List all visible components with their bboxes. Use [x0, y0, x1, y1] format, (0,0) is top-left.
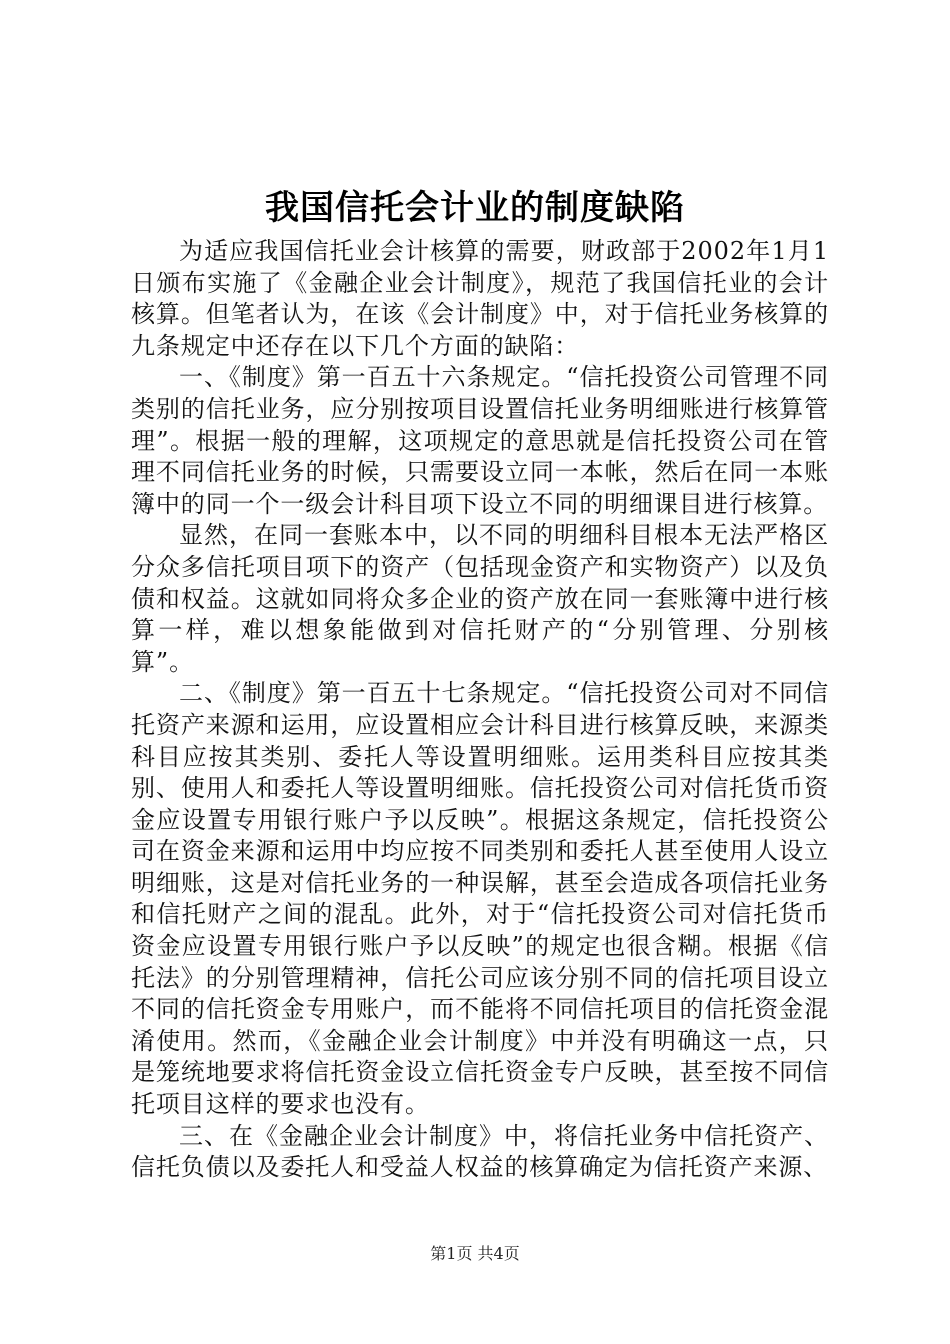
paragraph-intro: 为适应我国信托业会计核算的需要，财政部于2002年1月1日颁布实施了《金融企业会计制度》，规范了我国信托业的会计核算。但笔者认为，在该《会计制度》中，对于信托业务核算的九条规定中还存在以下几个方面的缺陷： [131, 237, 829, 360]
document-body [131, 236, 829, 1184]
paragraph-analysis: 显然，在同一套账本中，以不同的明细科目根本无法严格区分众多信托项目项下的资产（包括现金资产和实物资产）以及负债和权益。这就如同将众多企业的资产放在同一套账簿中进行核算一样，难以想象能做到对信托财产的“分别管理、分别核算”。 [131, 521, 829, 676]
page-footer: 第1页 共4页 [430, 1244, 520, 1263]
document-title: 我国信托会计业的制度缺陷 [265, 188, 685, 228]
paragraph-article-156: 一、《制度》第一百五十六条规定。“信托投资公司管理不同类别的信托业务，应分别按项目设置信托业务明细账进行核算管理”。根据一般的理解，这项规定的意思就是信托投资公司在管理不同信托业务的时候，只需要设立同一本帐，然后在同一本账簿中的同一个一级会计科目项下设立不同的明细课目进行核算。 [131, 363, 829, 518]
paragraph-article-157: 二、《制度》第一百五十七条规定。“信托投资公司对不同信托资产来源和运用，应设置相应会计科目进行核算反映，来源类科目应按其类别、委托人等设置明细账。运用类科目应按其类别、使用人和委托人等设置明细账。信托投资公司对信托货币资金应设置专用银行账户予以反映”。根据这条规定，信托投资公司在资金来源和运用中均应按不同类别和委托人甚至使用人设立明细账，这是对信托业务的一种误解，甚至会造成各项信托业务和信托财产之间的混乱。此外，对于“信托投资公司对信托货币资金应设置专用银行账户予以反映”的规定也很含糊。根据《信托法》的分别管理精神，信托公司应该分别不同的信托项目设立不同的信托资金专用账户，而不能将不同信托项目的信托资金混淆使用。然而，《金融企业会计制度》中并没有明确这一点，只是笼统地要求将信托资金设立信托资金专户反映，甚至按不同信托项目这样的要求也没有。 [131, 679, 829, 1119]
paragraph-point-three: 三、在《金融企业会计制度》中，将信托业务中信托资产、信托负债以及委托人和受益人权益的核算确定为信托资产来源、 [131, 1121, 829, 1182]
